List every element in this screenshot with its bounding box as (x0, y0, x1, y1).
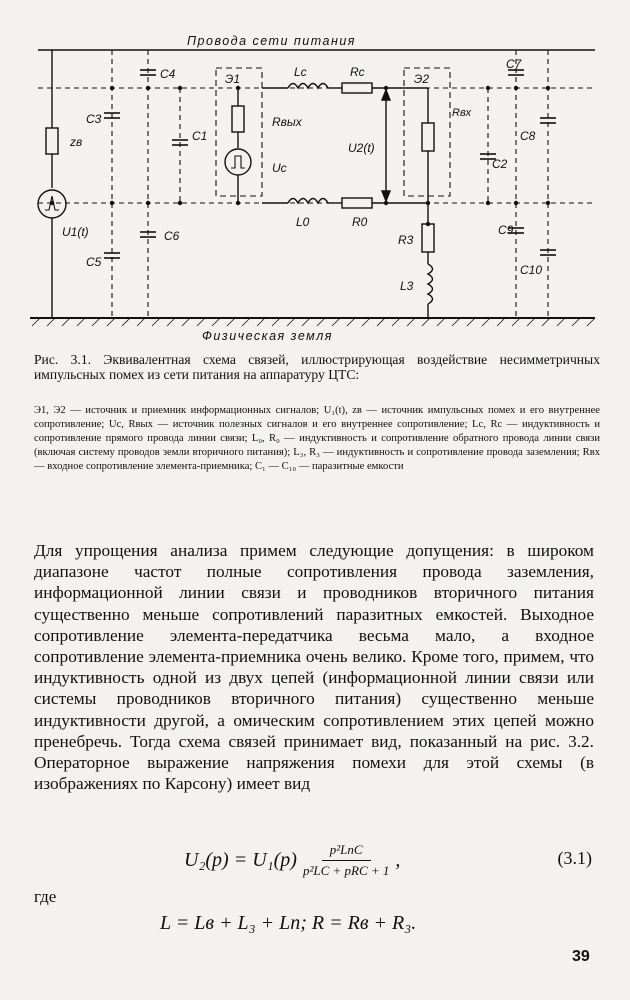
label-rout: Rвых (272, 115, 302, 129)
equation-fraction (303, 842, 389, 879)
equation-denominator: p²LC + pRC + 1 (302, 863, 390, 878)
resistor-rc (342, 83, 372, 93)
inductor-l3 (428, 264, 433, 304)
resistor-rin (422, 123, 434, 151)
label-zv: zв (70, 135, 83, 149)
circuit-figure (20, 28, 610, 348)
resistor-zv (46, 128, 58, 154)
equation-3-1 (34, 838, 594, 888)
equation-numerator: p²LпC (322, 842, 371, 861)
label-c2: C2 (492, 157, 508, 171)
label-e1: Э1 (225, 72, 240, 86)
label-e2: Э2 (414, 72, 429, 86)
label-power-lines: Провода сети питания (187, 34, 356, 48)
equation-definitions: L = Lв + L₃ + Lп; R = Rв + R₃. (160, 912, 417, 934)
junction-dots (50, 86, 550, 226)
label-u1: U1(t) (62, 225, 89, 239)
label-c7: C7 (506, 57, 522, 71)
equation-expression (184, 842, 400, 879)
equation-comma: , (395, 849, 401, 871)
signal-source-uc (225, 149, 251, 175)
label-c6: C6 (164, 229, 180, 243)
label-c5: C5 (86, 255, 102, 269)
resistor-rout (232, 106, 244, 132)
label-rc: Rc (350, 65, 365, 79)
label-c10: C10 (520, 263, 543, 277)
inductor-lc (288, 84, 328, 89)
label-c1: C1 (192, 129, 208, 143)
figure-legend: Э1, Э2 — источник и приемник информационных сигналов; U₁(t), zв — источник импульсных помех и его внутреннее сопротивление; Uс, Rвых — источник полезных сигналов и его внутреннее сопротивление; Lс, Rс — индуктивность и сопротивление прямого провода линии связи; L₀, R₀ — индуктивность и сопротивление обратного провода линии связи (включая систему проводов земли вторичного питания); L₃, R₃ — индуктивность и сопротивление провода заземления; Rвх — входное сопротивление элемента-приемника; C₁ — C₁₀ — паразитные емкости (34, 405, 600, 472)
label-c9: C9 (498, 223, 514, 237)
label-r0: R0 (352, 215, 368, 229)
label-r3: R3 (398, 233, 414, 247)
label-l3: L3 (400, 279, 414, 293)
page-number: 39 (572, 948, 590, 965)
resistor-r0 (342, 198, 372, 208)
label-uc: Uc (272, 161, 287, 175)
inductor-l0 (288, 199, 328, 204)
label-u2: U2(t) (348, 141, 375, 155)
label-c4: C4 (160, 67, 176, 81)
label-c8: C8 (520, 129, 536, 143)
label-rin: Rвх (452, 107, 472, 119)
where-word: где (34, 887, 57, 906)
label-c3: C3 (86, 112, 102, 126)
figure-caption: Рис. 3.1. Эквивалентная схема связей, иллюстрирующая воздействие несимметричных импульсных помех из сети питания на аппаратуру ЦТС: (34, 352, 600, 382)
circuit-diagram (20, 28, 610, 348)
label-physical-ground: Физическая земля (202, 329, 333, 343)
equation-lhs: U₂(p) = U₁(p) (184, 849, 297, 871)
body-paragraph: Для упрощения анализа примем следующие допущения: в широком диапазоне частот полные сопротивления провода заземления, информационной линии связи и проводников вторичного питания существенно меньше сопротивлений паразитных емкостей. Выходное сопротивление элемента-передатчика весьма мало, а входное сопротивление элемента-приемника очень велико. Кроме того, примем, что индуктивность одной из двух цепей (информационной линии связи или системы проводников вторичного питания) существенно меньше индуктивности другой, а омическим сопротивлением этих цепей можно пренебречь. Тогда схема связей принимает вид, показанный на рис. 3.2. Операторное выражение напряжения помехи для этой схемы (в изображениях по Карсону) имеет вид (34, 541, 594, 794)
resistor-r3 (422, 224, 434, 252)
label-lc: Lc (294, 65, 307, 79)
ground-hatch (32, 318, 595, 326)
equation-number: (3.1) (557, 848, 592, 868)
label-l0: L0 (296, 215, 310, 229)
